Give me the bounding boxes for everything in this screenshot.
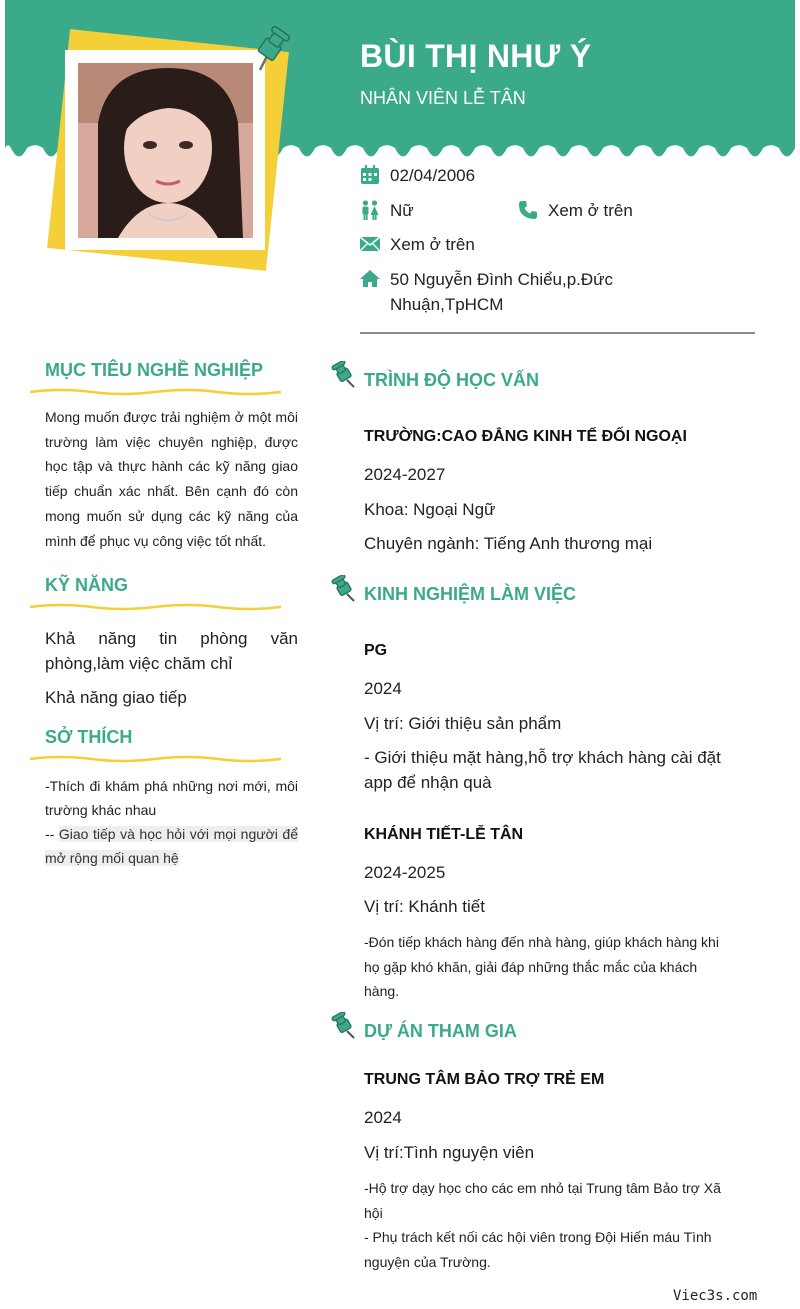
skill-2: Khả năng giao tiếp — [45, 688, 187, 707]
phone-icon — [518, 200, 538, 220]
contact-address — [360, 267, 613, 317]
home-icon — [360, 269, 380, 289]
objective-line: học tập và thực hành các kỹ năng giao — [45, 458, 298, 475]
contact-email — [360, 232, 475, 257]
gender-icon — [360, 200, 380, 220]
projects-heading: DỰ ÁN THAM GIA — [364, 1021, 517, 1041]
job-2-description — [364, 930, 734, 1004]
job-1-position: Vị trí: Giới thiệu sản phẩm — [364, 714, 562, 733]
birthday-text: 02/04/2006 — [390, 166, 476, 185]
pushpin-icon — [250, 26, 290, 79]
objective-line: Mong muốn được trải nghiệm ở một môi — [45, 409, 298, 425]
project-desc-line-3: - Phụ trách kết nối các hội viên trong Đội Hiến máu Tình — [364, 1229, 712, 1246]
skills-wave-underline — [28, 601, 283, 613]
hobby-1-line-2: trường khác nhau — [45, 802, 157, 818]
hobby-1-line-1: -Thích đi khám phá những nơi mới, môi — [45, 778, 298, 794]
pushpin-icon — [330, 575, 356, 608]
watermark: Viec3s.com — [673, 1288, 758, 1304]
job-2-years: 2024-2025 — [364, 863, 446, 882]
objective-wave-underline — [28, 386, 283, 398]
project-years: 2024 — [364, 1108, 402, 1127]
hobby-2-line-1: Giao tiếp và học hỏi với mọi người để — [58, 826, 299, 842]
skill-1-line-1: Khả năng tin phòng văn — [45, 629, 298, 648]
skill-item — [45, 626, 298, 676]
hobby-1 — [45, 774, 298, 822]
hobbies-wave-underline — [28, 753, 283, 765]
project-description — [364, 1176, 734, 1275]
job-title: NHÂN VIÊN LỄ TÂN — [360, 88, 526, 108]
hobbies-heading: SỞ THÍCH — [45, 727, 133, 747]
objective-line: tiếp chuẩn xác nhất. Bên cạnh đó còn — [45, 483, 298, 500]
hobby-2 — [45, 822, 298, 870]
pushpin-icon — [330, 361, 356, 394]
job-1-desc-line-1: - Giới thiệu mặt hàng,hỗ trợ khách hàng cài đặt — [364, 748, 721, 767]
job-1-years: 2024 — [364, 679, 402, 698]
email-icon — [360, 234, 380, 254]
candidate-name: BÙI THỊ NHƯ Ý — [360, 38, 592, 74]
objective-line: trường làm việc chuyên nghiệp, được — [45, 433, 298, 450]
gender-text: Nữ — [390, 201, 414, 220]
skills-heading: KỸ NĂNG — [45, 575, 129, 595]
pushpin-icon — [330, 1012, 356, 1045]
project-desc-line-2: hội — [364, 1204, 383, 1221]
education-faculty: Khoa: Ngoại Ngữ — [364, 500, 496, 519]
hobby-2-line-2: mở rộng mối quan hệ — [45, 850, 179, 866]
objective-heading: MỤC TIÊU NGHỀ NGHIỆP — [45, 360, 264, 380]
contact-birthday — [360, 163, 475, 188]
job-1-description — [364, 745, 734, 795]
objective-text — [45, 405, 298, 553]
job-2-desc-line-3: hàng. — [364, 983, 400, 1000]
address-line-1: 50 Nguyễn Đình Chiểu,p.Đức — [390, 270, 614, 289]
hobby-2-prefix: -- — [45, 826, 59, 842]
contact-gender — [360, 198, 414, 223]
calendar-icon — [360, 165, 380, 185]
contact-phone — [518, 198, 633, 223]
job-1-desc-line-2: app để nhận quà — [364, 773, 492, 792]
objective-line: mong muốn sử dụng các kỹ năng của — [45, 507, 298, 524]
skill-1-line-2: phòng,làm việc chăm chỉ — [45, 654, 233, 673]
phone-text: Xem ở trên — [548, 201, 633, 220]
project-position: Vị trí:Tình nguyện viên — [364, 1143, 535, 1162]
job-1-title: PG — [364, 642, 388, 659]
email-text: Xem ở trên — [390, 235, 475, 254]
job-2-position: Vị trí: Khánh tiết — [364, 897, 485, 916]
project-title: TRUNG TÂM BẢO TRỢ TRẺ EM — [364, 1071, 605, 1088]
project-desc-line-4: nguyện của Trường. — [364, 1254, 491, 1271]
contact-divider — [360, 332, 755, 334]
project-desc-line-1: -Hộ trợ dạy học cho các em nhỏ tại Trung tâm Bảo trợ Xã — [364, 1180, 721, 1196]
address-line-2: Nhuận,TpHCM — [390, 295, 504, 314]
job-2-title: KHÁNH TIẾT-LỄ TÂN — [364, 826, 524, 843]
experience-heading: KINH NGHIỆM LÀM VIỆC — [364, 584, 577, 604]
education-school: TRƯỜNG:CAO ĐẲNG KINH TẾ ĐỐI NGOẠI — [364, 428, 687, 445]
profile-photo — [78, 63, 253, 238]
objective-line: mình để phục vụ công việc tốt nhất. — [45, 532, 267, 549]
education-major: Chuyên ngành: Tiếng Anh thương mại — [364, 534, 653, 553]
job-2-desc-line-1: -Đón tiếp khách hàng đến nhà hàng, giúp khách hàng khi — [364, 934, 719, 950]
education-heading: TRÌNH ĐỘ HỌC VẤN — [364, 370, 539, 390]
job-2-desc-line-2: họ gặp khó khăn, giải đáp những thắc mắc của khách — [364, 958, 698, 975]
education-years: 2024-2027 — [364, 465, 446, 484]
